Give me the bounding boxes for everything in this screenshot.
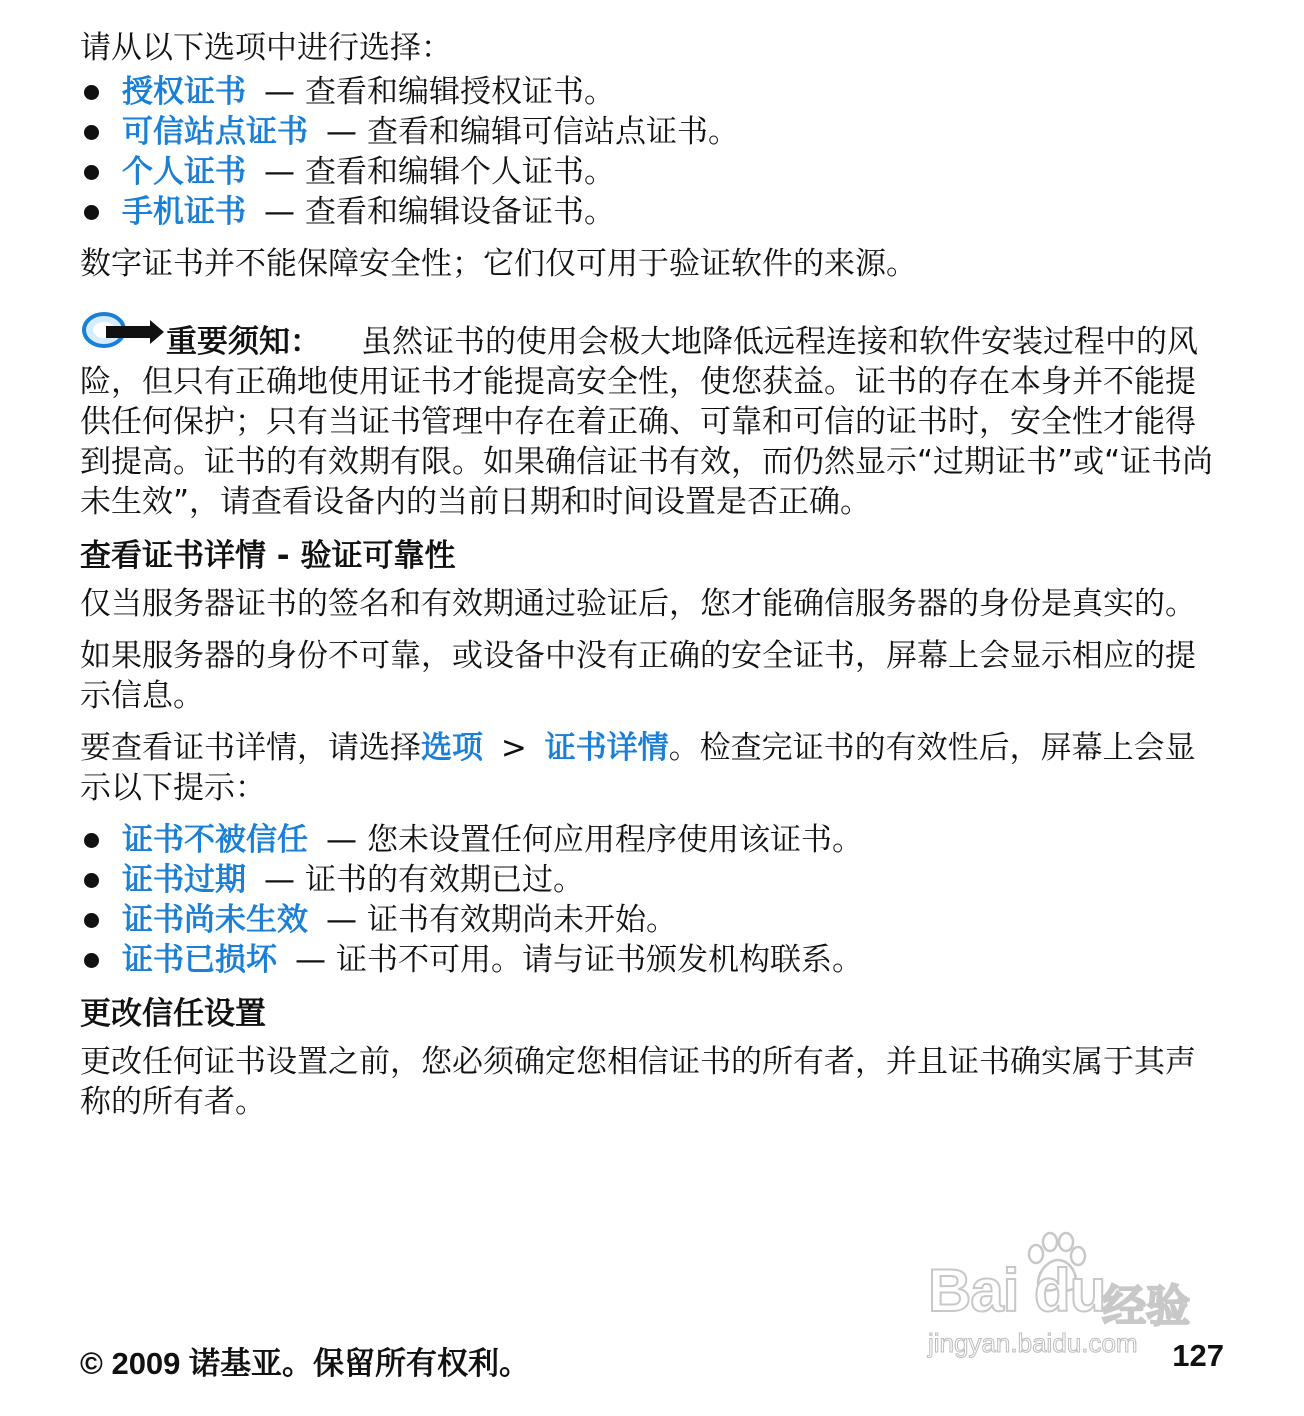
dash: — [326, 114, 357, 150]
page-footer [80, 1338, 1224, 1383]
important-note [80, 312, 1224, 522]
warnings-list [80, 820, 1224, 980]
bullet-icon [84, 85, 99, 100]
section-heading: 查看证书详情 - 验证可靠性 [80, 538, 456, 574]
bullet-icon [84, 913, 99, 928]
cert-details-link[interactable]: 证书详情 [544, 730, 669, 766]
warning-term: 证书不被信任 [122, 822, 308, 858]
cert-options-list [80, 72, 1224, 232]
bullet-icon [84, 953, 99, 968]
option-term: 手机证书 [122, 194, 246, 230]
list-item [80, 72, 1224, 112]
options-link[interactable]: 选项 [421, 730, 483, 766]
path-separator: > [491, 730, 537, 766]
paragraph: 如果服务器的身份不可靠，或设备中没有正确的安全证书，屏幕上会显示相应的提示信息。 [80, 638, 1196, 714]
note-text: 虽然证书的使用会极大地降低远程连接和软件安装过程中的风险，但只有正确地使用证书才能提高安全性，使您获益。证书的存在本身并不能提供任何保护；只有当证书管理中存在着正确、可靠和可信的证书时，安全性才能得到提高。证书的有效期有限。如果确信证书有效，而仍然显示“过期证书”或“证书尚未生效”，请查看设备内的当前日期和时间设置是否正确。 [80, 324, 1214, 520]
para-text: 要查看证书详情，请选择 [80, 730, 421, 766]
note-icon [80, 312, 164, 356]
dash: — [264, 154, 295, 190]
warning-term: 证书尚未生效 [122, 902, 308, 938]
paragraph [80, 728, 1224, 808]
para-text: 。检查完证书的有效性后，屏幕上会显示以下提示： [80, 730, 1196, 806]
copyright: © 2009 诺基亚。保留所有权利。 [80, 1346, 531, 1381]
watermark-brand: Bai du [928, 1257, 1106, 1324]
option-term: 可信站点证书 [122, 114, 308, 150]
section-heading: 更改信任设置 [80, 996, 266, 1032]
warning-desc: 证书的有效期已过。 [305, 862, 584, 898]
list-item [80, 900, 1224, 940]
list-item [80, 860, 1224, 900]
warning-desc: 证书不可用。请与证书颁发机构联系。 [336, 942, 863, 978]
note-label: 重要须知： [166, 324, 321, 360]
list-item [80, 152, 1224, 192]
paragraph: 仅当服务器证书的签名和有效期通过验证后，您才能确信服务器的身份是真实的。 [80, 586, 1196, 622]
paragraph: 更改任何证书设置之前，您必须确定您相信证书的所有者，并且证书确实属于其声称的所有者。 [80, 1044, 1196, 1120]
security-statement: 数字证书并不能保障安全性；它们仅可用于验证软件的来源。 [80, 246, 917, 282]
bullet-icon [84, 205, 99, 220]
dash: — [264, 862, 295, 898]
option-desc: 查看和编辑授权证书。 [305, 74, 615, 110]
option-desc: 查看和编辑个人证书。 [305, 154, 615, 190]
option-desc: 查看和编辑设备证书。 [305, 194, 615, 230]
list-item [80, 820, 1224, 860]
warning-desc: 证书有效期尚未开始。 [367, 902, 677, 938]
bullet-icon [84, 165, 99, 180]
dash: — [326, 822, 357, 858]
list-item [80, 192, 1224, 232]
dash: — [264, 74, 295, 110]
warning-term: 证书过期 [122, 862, 246, 898]
watermark-brand-cn: 经验 [1102, 1281, 1190, 1332]
watermark-url: jingyan.baidu.com [928, 1328, 1138, 1358]
option-term: 个人证书 [122, 154, 246, 190]
document-page [80, 28, 1224, 1134]
dash: — [295, 942, 326, 978]
bullet-icon [84, 833, 99, 848]
list-item [80, 112, 1224, 152]
option-term: 授权证书 [122, 74, 246, 110]
intro-text: 请从以下选项中进行选择： [80, 30, 452, 66]
warning-term: 证书已损坏 [122, 942, 277, 978]
warning-desc: 您未设置任何应用程序使用该证书。 [367, 822, 863, 858]
page-number: 127 [1172, 1338, 1224, 1373]
dash: — [264, 194, 295, 230]
bullet-icon [84, 125, 99, 140]
dash: — [326, 902, 357, 938]
option-desc: 查看和编辑可信站点证书。 [367, 114, 739, 150]
list-item [80, 940, 1224, 980]
bullet-icon [84, 873, 99, 888]
